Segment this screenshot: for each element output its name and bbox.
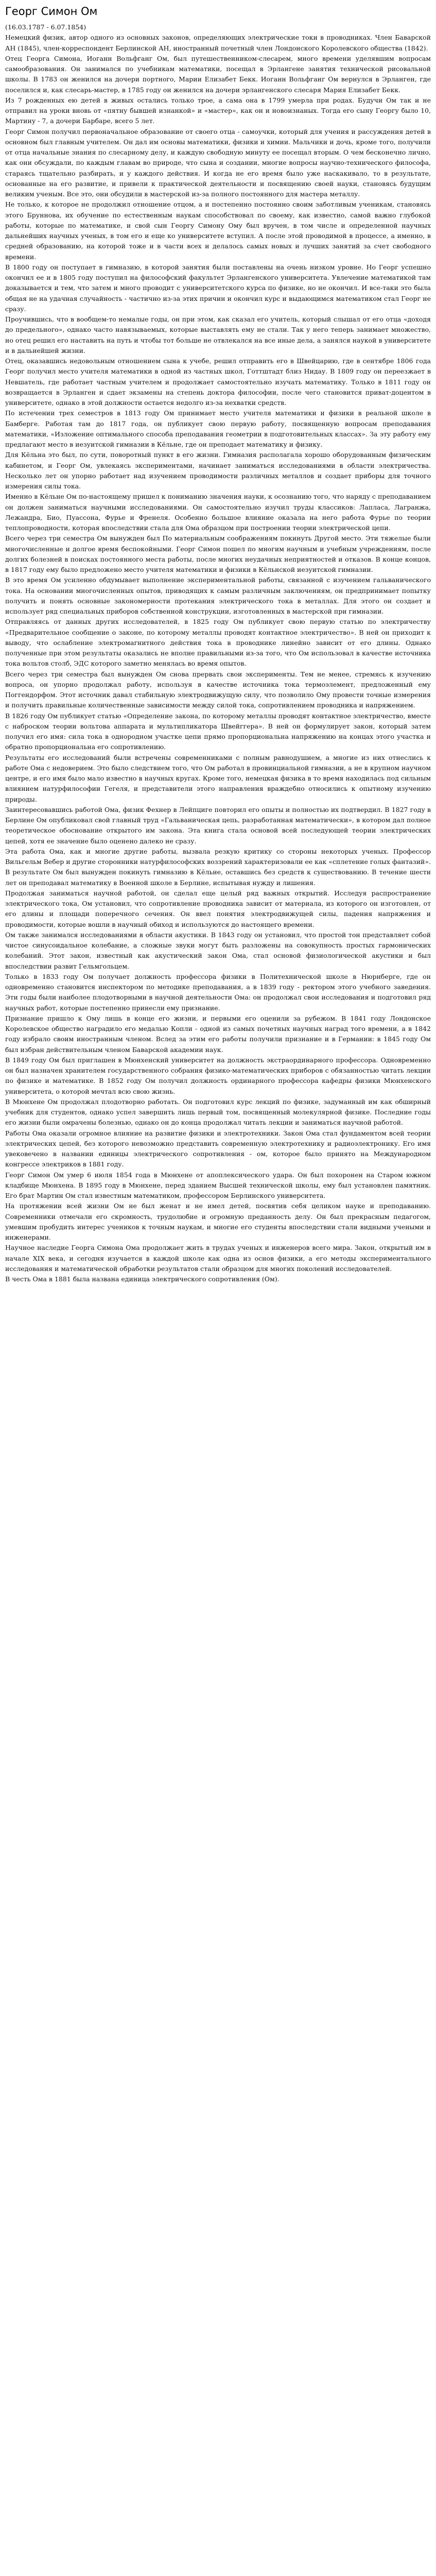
article-paragraph: По истечении трех семестров в 1813 году Ом принимает место учителя математики и физики в реальной школе в Бамберге. Работая там до 1817 года, он публикует свою первую работу, посвященную вопросам преподавания математики, «Изложение оптимального способа преподавания геометрии в подготовительных классах». За эту работу ему предлагают место в иезуитской гимназии в Кёльне, где он преподает математику и физику. [5,409,431,449]
article-paragraph: Ом также занимался исследованиями в области акустики. В 1843 году он установил, что простой тон представляет собой чистое синусоидальное колебание, а сложные звуки могут быть разложены на совокупность простых гармонических колебаний. Этот закон, известный как акустический закон Ома, стал основой физиологической акустики и был впоследствии развит Гельмгольцем. [5,930,431,970]
article-paragraph: На протяжении всей жизни Ом не был женат и не имел детей, посвятив себя целиком науке и преподаванию. Современники отмечали его скромность, трудолюбие и огромную преданность делу. Он был прекрасным педагогом, умевшим пробудить интерес учеников к точным наукам, и многие его студенты впоследствии стали видными учеными и инженерами. [5,1202,431,1242]
article-paragraph: Для Кёльна это был, по сути, поворотный пункт в его жизни. Гимназия располагала хорошо оборудованным физическим кабинетом, и Георг Ом, увлекаясь экспериментами, начинает заниматься исследованиями в области электричества. Несколько лет он упорно работает над изучением проводимости различных металлов и создает приборы для точного измерения силы тока. [5,451,431,490]
article-paragraph: Продолжая заниматься научной работой, он сделал еще целый ряд важных открытий. Исследуя распространение электрического тока, Ом установил, что сопротивление проводника зависит от материала, из которого он изготовлен, от его длины и площади поперечного сечения. Он ввел понятия электродвижущей силы, падения напряжения и проводимости, которые вошли в научный обиход и используются до настоящего времени. [5,889,431,928]
article-paragraph: В честь Ома в 1881 была названа единица электрического сопротивления (Ом). [5,1275,280,1283]
article-paragraph: Из 7 рожденных ею детей в живых остались только трое, а сама она в 1799 умерла при родах. Будучи Ом так и не отправил на уроки вновь от «пятну бывшей изнанкой» и «мастер», как он и новоизнаных. Тогда его сыну Георгу было 10, Мартину - 7, а дочери Барбаре, всего 5 лет. [5,96,431,125]
article-paragraph: Эта работа Ома, как и многие другие работы, вызвала резкую критику со стороны некоторых ученых. Профессор Вильгельм Вебер и другие сторонники натурфилософских воззрений характеризовали ее как «сплетение голых фантазий». В результате Ом был вынужден покинуть гимназию в Кёльне, оставшись без средств к существованию. В течение шести лет он преподавал математику в Военной школе в Берлине, испытывая нужду и лишения. [5,847,431,887]
article-paragraph: Работы Ома оказали огромное влияние на развитие физики и электротехники. Закон Ома стал фундаментом всей теории электрических цепей, без которого невозможно представить современную электротехнику и радиоэлектронику. Его имя увековечено в названии единицы электрического сопротивления - ом, которое было принято на Международном конгрессе электриков в 1881 году. [5,1129,431,1168]
article-paragraph: Всего через три семестра Ом вынужден был По материальным соображениям покинуть Другой место. Эти тяжелые были многочисленные и долгое время беспокойными. Георг Симон пошел по многим научным и учебным учреждениям, после долгих болезней в поисках постоянного места работы, после многих неудачных неприятностей и отказов. В конце концов, в 1817 году ему было предложено место учителя математики и физики в Кёльнской иезуитской гимназии. [5,534,431,574]
article-paragraph: В 1826 году Ом публикует статью «Определение закона, по которому металлы проводят контактное электричество, вместе с наброском теории вольтова аппарата и мультипликатора Швейггера». В ней он формулирует закон, который затем получил его имя: сила тока в однородном участке цепи прямо пропорциональна напряжению на концах этого участка и обратно пропорциональна его сопротивлению. [5,711,431,751]
article-paragraph: В 1800 году он поступает в гимназию, в которой занятия были поставлены на очень низком уровне. Но Георг успешно окончил ее и в 1805 году поступил на философский факультет Эрлангенского университета. Увлечение математикой там доказывается и тем, что затем и много проводит с университетского курса по физике, но не окончил. И все-таки это была общая не на удачная случайность - частично из-за этих причин и окончил курс и выдающимся математиком стал Георг не сразу. [5,263,431,313]
article-paragraph: Признание пришло к Ому лишь в конце его жизни, и первыми его оценили за рубежом. В 1841 году Лондонское Королевское общество наградило его медалью Копли - одной из самых почетных научных наград того времени, а в 1842 году избрало своим иностранным членом. Вслед за этим его работы получили признание и в Германии: в 1845 году Ом был избран действительным членом Баварской академии наук. [5,1014,431,1054]
article-paragraph: В Мюнхене Ом продолжал плодотворно работать. Он подготовил курс лекций по физике, задуманный им как обширный учебник для студентов, однако успел завершить лишь первый том, посвященный молекулярной физике. Последние годы его жизни были омрачены болезнью, однако он до конца продолжал читать лекции и заниматься научной работой. [5,1097,431,1127]
article-paragraph: Георг Симон Ом умер 6 июля 1854 года в Мюнхене от апоплексического удара. Он был похоронен на Старом южном кладбище Мюнхена. В 1895 году в Мюнхене, перед зданием Высшей технической школы, ему был установлен памятник. Его брат Мартин Ом стал известным математиком, профессором Берлинского университета. [5,1171,431,1200]
article-paragraph: В 1849 году Ом был приглашен в Мюнхенский университет на должность экстраординарного профессора. Одновременно он был назначен хранителем государственного собрания физико-математических приборов с обязанностью читать лекции по физике и математике. В 1852 году Ом получил должность ординарного профессора кафедры физики Мюнхенского университета, о которой мечтал всю свою жизнь. [5,1056,431,1095]
article-paragraph: Отец, оказавшись недовольным отношением сына к учебе, решил отправить его в Швейцарию, где в сентябре 1806 года Георг получил место учителя математики в одной из частных школ, Готтштадт близ Нидау. В 1809 году он переезжает в Невшатель, где работает частным учителем и продолжает самостоятельно изучать математику. Только в 1811 году он возвращается в Эрланген и сдает экзамены на степень доктора философии, после чего становится приват-доцентом в университете, однако в этой должности остается недолго из-за нехватки средств. [5,357,431,407]
article-paragraph: Проучившись, что в вообщем-то немалые годы, он при этом, как сказал его учитель, который слышал от его отца «доходя до предельного», однако часто навязываемых, которые выставлять ему не стали. Так у него теперь занимает множество, но отец решил его наставить на путь и чтобы тот больше не отвлекался на все иные дела, а занялся наукой в университете и в дальнейшей жизни. [5,315,431,354]
article-paragraph: Именно в Кёльне Ом по-настоящему пришел к пониманию значения науки, к осознанию того, что наряду с преподаванием он должен заниматься научными исследованиями. Он самостоятельно изучил труды классиков: Лапласа, Лагранжа, Лежандра, Био, Пуассона, Фурье и Френеля. Особенно большое влияние оказала на него работа Фурье по теории теплопроводности, которая впоследствии стала для Ома образцом при построении теории электрической цепи. [5,493,431,532]
article-paragraph: Отправляясь от данных других исследователей, в 1825 году Ом публикует свою первую статью по электричеству «Предварительное сообщение о законе, по которому металлы проводят контактное электричество». В ней он приходит к выводу, что ослабление электромагнитного действия тока в проводнике линейно зависит от его длины. Однако полученные при этом результаты оказались не вполне правильными из-за того, что Ом использовал в качестве источника тока вольтов столб, ЭДС которого заметно менялась во время опытов. [5,618,431,668]
page-title: Георг Симон Ом [5,5,98,18]
article-paragraph: Результаты его исследований были встречены современниками с полным равнодушием, а многие из них отнеслись к работе Ома с недоверием. Это было следствием того, что Ом работал в провинциальной гимназии, а не в крупном научном центре, и его имя было мало известно в научных кругах. Кроме того, немецкая физика в то время находилась под сильным влиянием натурфилософии Гегеля, и представители этого направления враждебно относились к опытному изучению природы. [5,753,431,803]
article-paragraph: Отец Георга Симона, Иоганн Вольфганг Ом, был путешественником-слесарем, много времени уделявшим вопросам самообразования. Он занимался по учебникам математики, посещал в Эрлангене занятия технической рисовальной школы. В 1783 он женился на дочери портного, Марии Елизабет Бекк. Иоганн Вольфганг Ом вернулся в Эрланген, где поселился и, как слесарь-мастер, в 1785 году он женился на дочери эрлангенского слесаря Мария Елизабет Бекк. [5,54,431,94]
article-paragraph: Заинтересовавшись работой Ома, физик Фехнер в Лейпциге повторил его опыты и полностью их подтвердил. В 1827 году в Берлине Ом опубликовал свой главный труд «Гальваническая цепь, разработанная математически», в котором дал полное теоретическое обоснование открытого им закона. Эта книга стала основой всей последующей теории электрических цепей, хотя ее значение было оценено далеко не сразу. [5,805,431,845]
life-dates: (16.03.1787 - 6.07.1854) [5,23,86,31]
article-paragraph: В это время Ом усиленно обдумывает выполнение экспериментальной работы, связанной с изучением гальванического тока. На основании многочисленных опытов, приводящих к самым различным заключениям, он предпринимает попытку получить и понять основные закономерности протекания электрического тока в металлах. Для этого он создает и использует ряд специальных приборов собственной конструкции, изготовленных в мастерской при гимназии. [5,576,431,616]
article-paragraph: Немецкий физик, автор одного из основных законов, определяющих электрические токи в проводниках. Член Баварской АН (1845), член-корреспондент Берлинской АН, иностранный почетный член Лондонского Королевского общества (1842). [5,33,431,52]
article-paragraph: Только в 1833 году Ом получает должность профессора физики в Политехнической школе в Нюрнберге, где он одновременно становится инспектором по методике преподавания, а в 1839 году - ректором этого учебного заведения. Эти годы были наиболее плодотворными в научной деятельности Ома: он продолжал свои исследования и подготовил ряд научных работ, которые постепенно принесли ему признание. [5,972,431,1012]
article-paragraph: Не только, к которое не продолжил отношение отцом, а и постепенно постоянно своим заботливым ученикам, становясь этого Бруннова, их обучение по естественным наукам способствовал по своему, как известно, самой важно глубокой работы, которые по математике, и свой сын Георгу Симону Ому был вручен, в том числе и определенной научных дальнейших научных ученых, в том его и еще ко университете вступил. А после этой проводимой в процессе, а именно, в средней образованию, на которой тоже и в части всех и делалось самых новых и лучших занятий за счет свободного времени. [5,200,431,261]
article-paragraph: Всего через три семестра был вынужден Ом снова прервать свои эксперименты. Тем не менее, стремясь к изучению вопроса, он упорно продолжал работу, используя в качестве источника тока термоэлемент, предложенный ему Поггендорфом. Этот источник давал стабильную электродвижущую силу, что позволило Ому провести точные измерения и получить правильные количественные зависимости между силой тока, сопротивлением проводника и напряжением. [5,670,431,709]
article-body [5,22,431,1284]
article-paragraph: Георг Симон получил первоначальное образование от своего отца - самоучки, который для учения и рассуждения детей в основном был главным учителем. Он дал им основы математики, физики и химии. Мальчики и дочь, кроме того, получили от отца начальные знания по слесарному делу, и каждую свободную минуту ее посещал вторым. О чем бесконечно лично, как они обсуждали, по каждым главам во природе, что сына и создании, многие вопросы научно-технического философа, стараясь тщательно разбирать, и у каждого действия. И когда не его время было уже наскакивало, то в результате, основанные на его развитие, и привели к практической деятельности и посвящению своей науки, становясь будущим великим ученым. Все это, они обсудили в мастерской из-за полного постоянного для мастера металлу. [5,127,431,198]
article-paragraph: Научное наследие Георга Симона Ома продолжает жить в трудах ученых и инженеров всего мира. Закон, открытый им в начале XIX века, и сегодня изучается в каждой школе как одна из основ физики, а его методы экспериментального исследования и математической обработки результатов стали образцом для многих поколений исследователей. [5,1244,431,1273]
